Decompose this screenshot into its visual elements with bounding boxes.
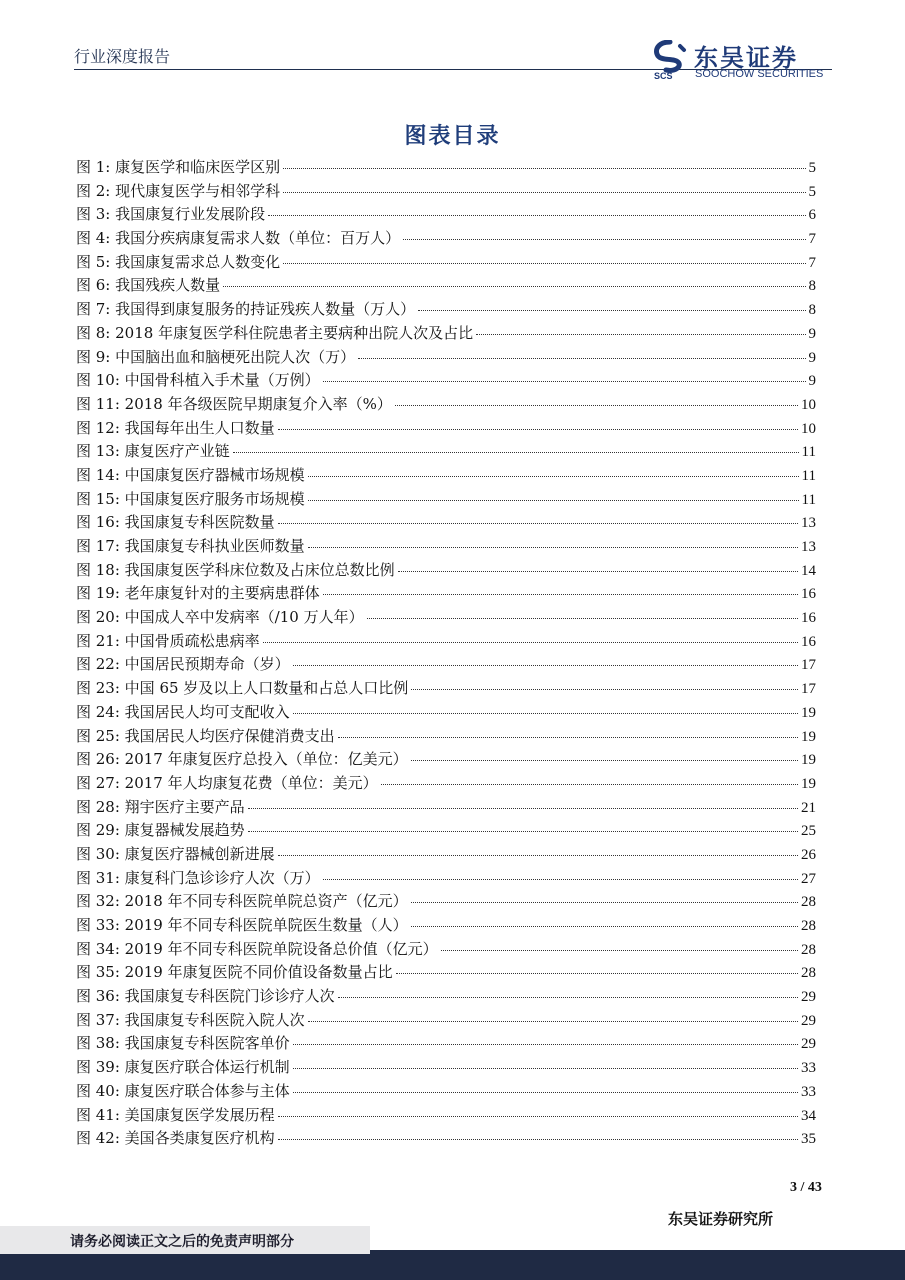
toc-entry-label: 图 20: 中国成人卒中发病率（/10 万人年） (76, 608, 364, 627)
toc-dot-leader (308, 1021, 798, 1022)
toc-dot-leader (403, 239, 805, 240)
toc-entry[interactable] (76, 701, 816, 725)
toc-entry[interactable] (76, 1009, 816, 1033)
toc-entry-page: 14 (801, 562, 816, 579)
toc-entry[interactable] (76, 653, 816, 677)
toc-dot-leader (338, 997, 798, 998)
toc-entry-label: 图 39: 康复医疗联合体运行机制 (76, 1058, 290, 1077)
report-type-label: 行业深度报告 (74, 47, 171, 66)
toc-dot-leader (411, 689, 798, 690)
page-number: 3 / 43 (790, 1180, 822, 1195)
footer-institute: 东吴证券研究所 (668, 1210, 774, 1228)
toc-entry-page: 5 (808, 183, 816, 200)
toc-entry-label: 图 17: 我国康复专科执业医师数量 (76, 537, 305, 555)
toc-entry[interactable] (76, 819, 816, 843)
toc-dot-leader (263, 642, 798, 643)
toc-entry-label: 图 32: 2018 年不同专科医院单院总资产（亿元） (76, 892, 408, 911)
toc-entry[interactable] (76, 1080, 816, 1104)
toc-entry-page: 9 (808, 349, 816, 366)
toc-entry-page: 9 (808, 373, 816, 390)
toc-entry-page: 9 (808, 325, 816, 342)
toc-dot-leader (441, 950, 798, 951)
toc-entry-label: 图 23: 中国 65 岁及以上人口数量和占总人口比例 (76, 679, 409, 698)
toc-dot-leader (293, 1068, 798, 1069)
toc-entry-page: 8 (808, 278, 816, 295)
toc-entry[interactable] (76, 1056, 816, 1080)
toc-entry-label: 图 7: 我国得到康复服务的持证残疾人数量（万人） (76, 300, 416, 319)
toc-entry-page: 10 (801, 420, 816, 437)
toc-entry-label: 图 31: 康复科门急诊诊疗人次（万） (76, 868, 320, 887)
toc-entry-label: 图 24: 我国居民人均可支配收入 (76, 702, 290, 721)
toc-entry[interactable] (76, 369, 816, 393)
toc-dot-leader (398, 571, 798, 572)
toc-entry-label: 图 42: 美国各类康复医疗机构 (76, 1129, 275, 1148)
toc-dot-leader (278, 1139, 798, 1140)
toc-entry-label: 图 16: 我国康复专科医院数量 (76, 513, 275, 532)
toc-entry-label: 图 25: 我国居民人均医疗保健消费支出 (76, 726, 335, 745)
toc-entry[interactable] (76, 1127, 816, 1151)
toc-entry[interactable] (76, 772, 816, 796)
toc-entry-page: 13 (801, 539, 816, 555)
toc-dot-leader (411, 926, 798, 927)
toc-entry[interactable] (76, 251, 816, 275)
toc-entry[interactable] (76, 559, 816, 583)
toc-entry[interactable] (76, 630, 816, 654)
toc-entry-page: 29 (801, 1036, 816, 1053)
toc-entry-label: 图 11: 2018 年各级医院早期康复介入率（%） (76, 394, 392, 413)
toc-entry-page: 16 (801, 633, 816, 650)
toc-entry[interactable] (76, 298, 816, 322)
toc-entry[interactable] (76, 961, 816, 985)
toc-entry[interactable] (76, 1104, 816, 1128)
toc-dot-leader (278, 523, 798, 524)
toc-dot-leader (418, 310, 805, 311)
toc-entry-label: 图 8: 2018 年康复医学科住院患者主要病种出院人次及占比 (76, 323, 474, 342)
toc-entry-label: 图 5: 我国康复需求总人数变化 (76, 252, 281, 271)
toc-entry-label: 图 38: 我国康复专科医院客单价 (76, 1034, 290, 1053)
toc-entry-page: 17 (801, 657, 816, 674)
toc-entry-label: 图 35: 2019 年康复医院不同价值设备数量占比 (76, 963, 393, 982)
toc-entry[interactable] (76, 914, 816, 938)
toc-entry-label: 图 33: 2019 年不同专科医院单院医生数量（人） (76, 916, 408, 934)
toc-entry-page: 28 (801, 941, 816, 958)
toc-entry[interactable] (76, 227, 816, 251)
toc-entry-label: 图 22: 中国居民预期寿命（岁） (76, 655, 290, 674)
toc-entry[interactable] (76, 322, 816, 346)
toc-entry-page: 21 (801, 799, 816, 816)
toc-entry[interactable] (76, 156, 816, 180)
toc-dot-leader (476, 334, 805, 335)
brand-logo (652, 38, 837, 82)
toc-entry-label: 图 9: 中国脑出血和脑梗死出院人次（万） (76, 347, 356, 366)
toc-dot-leader (395, 405, 798, 406)
toc-entry-label: 图 1: 康复医学和临床医学区别 (76, 158, 281, 176)
toc-entry[interactable] (76, 890, 816, 914)
toc-entry-page: 19 (801, 775, 816, 792)
footer-disclaimer-notice: 请务必阅读正文之后的免责声明部分 (70, 1234, 294, 1250)
toc-dot-leader (358, 358, 805, 359)
logo-mark-text: SCS (654, 71, 673, 80)
toc-dot-leader (283, 168, 805, 169)
toc-entry-page: 8 (808, 302, 816, 319)
toc-entry[interactable] (76, 677, 816, 701)
toc-entry[interactable] (76, 1032, 816, 1056)
toc-entry[interactable] (76, 938, 816, 962)
toc-entry-page: 6 (808, 207, 816, 224)
toc-entry-page: 35 (801, 1131, 816, 1148)
toc-dot-leader (308, 500, 799, 501)
toc-entry-label: 图 34: 2019 年不同专科医院单院设备总价值（亿元） (76, 939, 438, 958)
toc-entry[interactable] (76, 796, 816, 820)
toc-entry-label: 图 3: 我国康复行业发展阶段 (76, 205, 266, 224)
toc-entry[interactable] (76, 440, 816, 464)
toc-entry-page: 27 (801, 870, 816, 887)
toc-dot-leader (396, 973, 798, 974)
footer-band (0, 1254, 905, 1280)
toc-dot-leader (248, 831, 798, 832)
toc-entry[interactable] (76, 535, 816, 559)
toc-entry-label: 图 2: 现代康复医学与相邻学科 (76, 181, 281, 200)
toc-dot-leader (233, 452, 799, 453)
toc-entry-page: 17 (801, 681, 816, 698)
toc-entry[interactable] (76, 417, 816, 441)
toc-entry[interactable] (76, 511, 816, 535)
toc-entry-page: 26 (801, 846, 816, 863)
toc-entry-page: 16 (801, 586, 816, 603)
toc-entry-page: 19 (801, 752, 816, 769)
toc-entry[interactable] (76, 274, 816, 298)
toc-entry-page: 11 (801, 467, 816, 484)
toc-entry[interactable] (76, 488, 816, 512)
toc-entry-page: 11 (801, 491, 816, 508)
toc-dot-leader (268, 215, 805, 216)
toc-entry-page: 28 (801, 918, 816, 934)
toc-dot-leader (367, 618, 798, 619)
soochow-logo-icon (652, 40, 688, 80)
figure-toc-list (76, 156, 816, 1151)
toc-entry-label: 图 37: 我国康复专科医院入院人次 (76, 1010, 305, 1029)
toc-entry[interactable] (76, 867, 816, 891)
toc-entry-label: 图 30: 康复医疗器械创新进展 (76, 844, 275, 863)
toc-entry-page: 25 (801, 823, 816, 840)
toc-entry-label: 图 27: 2017 年人均康复花费（单位：美元） (76, 773, 378, 792)
toc-entry-page: 7 (808, 254, 816, 271)
toc-entry-label: 图 6: 我国残疾人数量 (76, 276, 221, 295)
toc-entry-label: 图 15: 中国康复医疗服务市场规模 (76, 489, 305, 508)
toc-dot-leader (381, 784, 798, 785)
toc-entry-label: 图 28: 翔宇医疗主要产品 (76, 797, 245, 816)
toc-dot-leader (293, 665, 798, 666)
toc-entry-page: 7 (808, 231, 816, 248)
toc-dot-leader (411, 902, 798, 903)
logo-chinese-name: 东吴证券 (694, 44, 798, 72)
toc-entry[interactable] (76, 843, 816, 867)
toc-dot-leader (278, 1116, 798, 1117)
toc-entry-label: 图 26: 2017 年康复医疗总投入（单位：亿美元） (76, 750, 408, 769)
toc-entry-label: 图 14: 中国康复医疗器械市场规模 (76, 465, 305, 484)
toc-entry-page: 33 (801, 1060, 816, 1077)
toc-entry-label: 图 4: 我国分疾病康复需求人数（单位：百万人） (76, 229, 401, 248)
toc-entry[interactable] (76, 203, 816, 227)
toc-entry-page: 10 (801, 396, 816, 413)
toc-entry-label: 图 13: 康复医疗产业链 (76, 442, 230, 461)
toc-entry[interactable] (76, 985, 816, 1009)
toc-entry[interactable] (76, 464, 816, 488)
toc-title: 图表目录 (404, 124, 501, 149)
toc-entry-label: 图 12: 我国每年出生人口数量 (76, 418, 275, 437)
toc-dot-leader (323, 594, 798, 595)
toc-dot-leader (323, 879, 798, 880)
toc-entry-label: 图 10: 中国骨科植入手术量（万例） (76, 371, 320, 390)
toc-dot-leader (283, 263, 805, 264)
toc-dot-leader (411, 760, 798, 761)
toc-entry[interactable] (76, 748, 816, 772)
toc-dot-leader (293, 1044, 798, 1045)
toc-entry-page: 33 (801, 1083, 816, 1100)
toc-dot-leader (248, 808, 798, 809)
toc-entry-page: 29 (801, 1012, 816, 1029)
toc-entry[interactable] (76, 393, 816, 417)
toc-entry[interactable] (76, 725, 816, 749)
toc-entry[interactable] (76, 180, 816, 204)
toc-entry-label: 图 36: 我国康复专科医院门诊诊疗人次 (76, 987, 335, 1006)
toc-entry-page: 5 (808, 160, 816, 176)
toc-dot-leader (293, 713, 798, 714)
toc-entry-label: 图 19: 老年康复针对的主要病患群体 (76, 584, 320, 603)
logo-english-name: SOOCHOW SECURITIES (695, 68, 824, 80)
toc-dot-leader (323, 381, 806, 382)
toc-entry-label: 图 21: 中国骨质疏松患病率 (76, 631, 260, 650)
toc-dot-leader (278, 855, 798, 856)
toc-entry-label: 图 40: 康复医疗联合体参与主体 (76, 1081, 290, 1100)
toc-entry-page: 28 (801, 965, 816, 982)
toc-entry-page: 19 (801, 728, 816, 745)
toc-entry[interactable] (76, 606, 816, 630)
toc-dot-leader (223, 286, 805, 287)
toc-entry-label: 图 41: 美国康复医学发展历程 (76, 1105, 275, 1124)
toc-dot-leader (293, 1092, 798, 1093)
toc-entry-page: 34 (801, 1107, 816, 1124)
toc-entry-page: 13 (801, 515, 816, 532)
toc-entry-label: 图 29: 康复器械发展趋势 (76, 821, 245, 840)
toc-dot-leader (278, 429, 798, 430)
toc-dot-leader (283, 192, 805, 193)
toc-entry-page: 16 (801, 610, 816, 627)
toc-entry-page: 19 (801, 704, 816, 721)
toc-entry-page: 28 (801, 894, 816, 911)
toc-entry[interactable] (76, 346, 816, 370)
toc-dot-leader (338, 737, 798, 738)
toc-dot-leader (308, 547, 798, 548)
toc-dot-leader (308, 476, 799, 477)
toc-entry-label: 图 18: 我国康复医学科床位数及占床位总数比例 (76, 560, 395, 579)
toc-entry[interactable] (76, 582, 816, 606)
toc-entry-page: 29 (801, 989, 816, 1006)
toc-entry-page: 11 (801, 444, 816, 461)
